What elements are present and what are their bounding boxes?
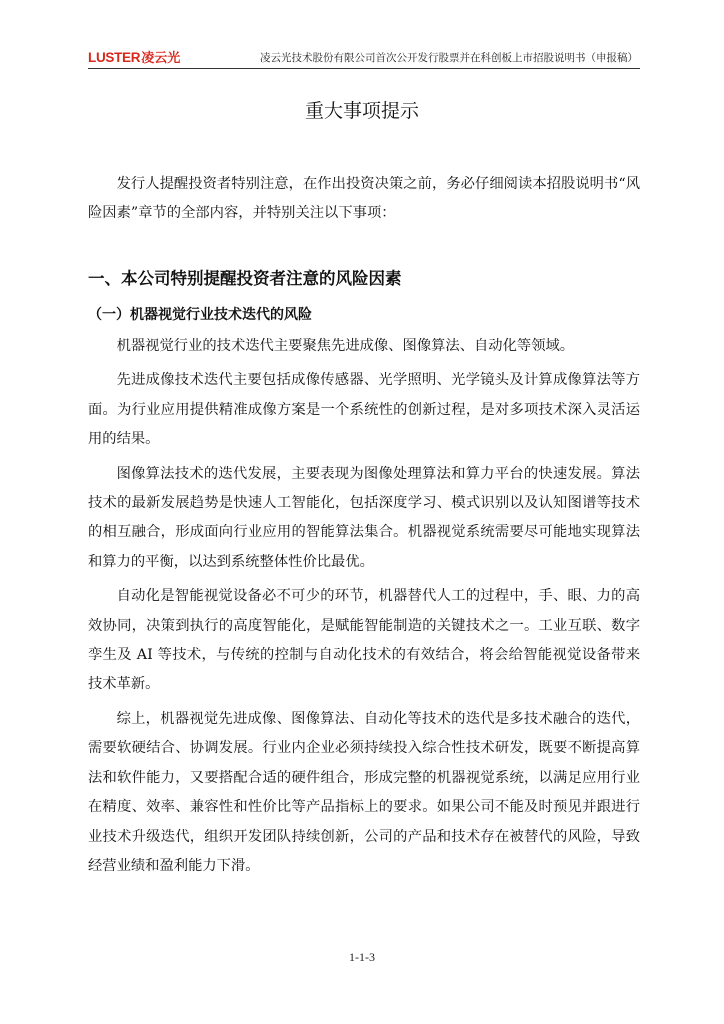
body-paragraph: 机器视觉行业的技术迭代主要聚焦先进成像、图像算法、自动化等领域。 (116, 338, 575, 354)
logo-text-cn: 凌云光 (141, 51, 181, 66)
intro-paragraph: 发行人提醒投资者特别注意，在作出投资决策之前，务必仔细阅读本招股说明书“风险因素”章节的全部内容，并特别关注以下事项： (88, 176, 640, 221)
page-number: 1-1-3 (349, 950, 375, 964)
subsection-heading: （一）机器视觉行业技术迭代的风险 (88, 307, 312, 323)
section-heading: 一、本公司特别提醒投资者注意的风险因素 (88, 269, 402, 288)
main-content (88, 170, 640, 881)
body-paragraph: 自动化是智能视觉设备必不可少的环节，机器替代人工的过程中，手、眼、力的高效协同，决策到执行的高度智能化，是赋能智能制造的关键技术之一。工业互联、数字孪生及 AI 等技术，与传统的控制与自动化技术的有效结合，将会给智能视觉设备带来技术革新。 (88, 588, 640, 693)
company-logo (88, 47, 180, 66)
body-paragraph: 综上，机器视觉先进成像、图像算法、自动化等技术的迭代是多技术融合的迭代，需要软硬结合、协调发展。行业内企业必须持续投入综合性技术研发，既要不断提高算法和软件能力，又要搭配合适的硬件组合，形成完整的机器视觉系统，以满足应用行业在精度、效率、兼容性和性价比等产品指标上的要求。如果公司不能及时预见并跟进行业技术升级迭代，组织开发团队持续创新，公司的产品和技术存在被替代的风险，导致经营业绩和盈利能力下滑。 (88, 710, 640, 874)
document-title: 凌云光技术股份有限公司首次公开发行股票并在科创板上市招股说明书（申报稿） (260, 52, 638, 64)
logo-text-en: LUSTER (88, 50, 141, 65)
page-header (88, 44, 640, 69)
body-paragraph: 先进成像技术迭代主要包括成像传感器、光学照明、光学镜头及计算成像算法等方面。为行业应用提供精准成像方案是一个系统性的创新过程，是对多项技术深入灵活运用的结果。 (88, 372, 640, 448)
body-paragraph: 图像算法技术的迭代发展，主要表现为图像处理算法和算力平台的快速发展。算法技术的最新发展趋势是快速人工智能化，包括深度学习、模式识别以及认知图谱等技术的相互融合，形成面向行业应用的智能算法集合。机器视觉系统需要尽可能地实现算法和算力的平衡，以达到系统整体性价比最优。 (88, 465, 640, 570)
page-title: 重大事项提示 (304, 100, 419, 122)
